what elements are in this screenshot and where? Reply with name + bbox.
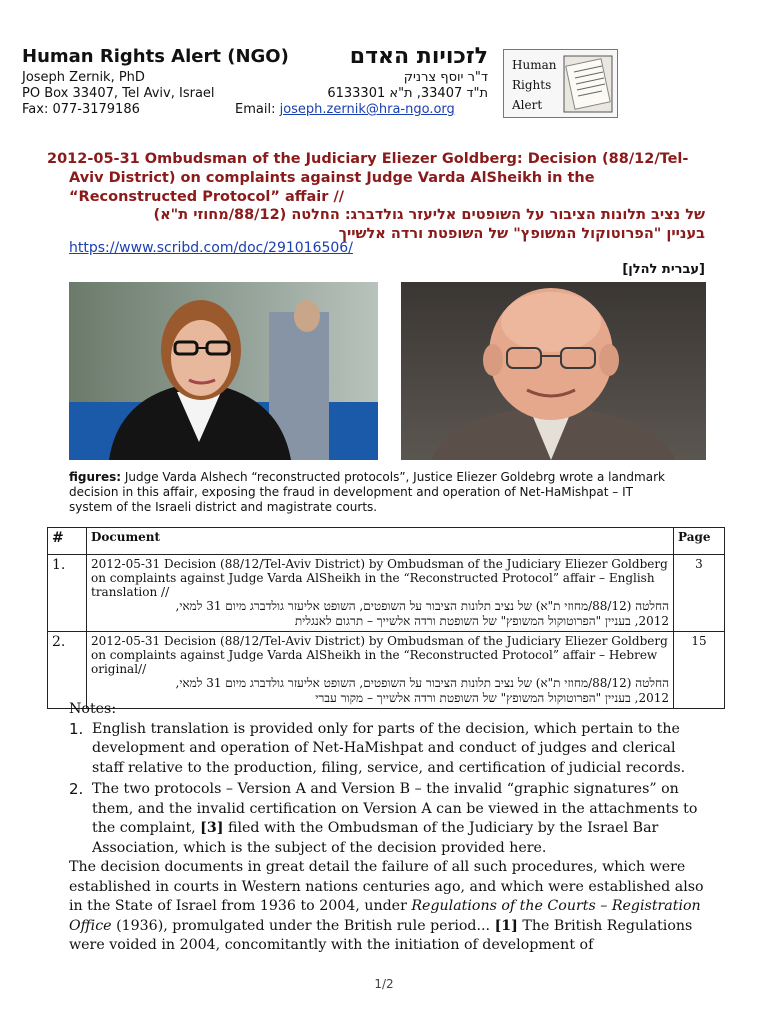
doc-title-he-line-2: בעניין "הפרוטוקול המשופץ" של השופטת ורדה אלשייך: [338, 226, 705, 242]
row-page: 15: [674, 632, 725, 709]
address-en: PO Box 33407, Tel Aviv, Israel: [22, 86, 215, 101]
regulations-title: Regulations of the Courts – Registration Office: [69, 898, 701, 934]
fax-number: Fax: 077-3179186: [22, 102, 140, 117]
paragraph-text-cont: (1936), promulgated under the British rule period...: [111, 917, 495, 934]
notes-section: [69, 700, 709, 956]
row-number: 1.: [48, 555, 87, 632]
note-item: [69, 720, 709, 779]
row-document-en: 2012-05-31 Decision (88/12/Tel-Aviv District) by Ombudsman of the Judiciary Eliezer Goldberg on complaints against Judge Varda AlSheikh in the “Reconstructed Protocol” affair – English translation //: [91, 557, 668, 599]
figure-caption-label: figures:: [69, 470, 122, 484]
row-page: 3: [674, 555, 725, 632]
note-item: [69, 780, 709, 858]
logo-word-2: Rights: [512, 78, 552, 92]
logo-word-1: Human: [512, 58, 557, 72]
logo-word-3: Alert: [512, 98, 543, 112]
row-number: 2.: [48, 632, 87, 709]
email-label: Email:: [235, 102, 276, 117]
table-header-row: [48, 528, 725, 555]
doc-title-line-3: “Reconstructed Protocol” affair //: [69, 189, 345, 205]
row-document-he-1: החלטה (88/12/מחוזי ת"א) של נציב תלונות הציבור על השופטים, השופט אליעזר גולדברג מיום 31 למאי,: [175, 599, 669, 613]
hebrew-below-note: [עברית להלן]: [622, 262, 705, 277]
row-document: [87, 555, 674, 632]
col-header-num: #: [48, 528, 87, 555]
paragraph-text: The decision documents in great detail the failure of all such procedures, which were established in courts in Western nations centuries ago, and which were established also in the State of Israel from 1936 to 2004, under: [69, 859, 704, 914]
col-header-document: Document: [87, 528, 674, 555]
doc-title-line-1: 2012-05-31 Ombudsman of the Judiciary Eliezer Goldberg: Decision (88/12/Tel-: [47, 151, 689, 167]
documents-table: [47, 527, 725, 709]
org-logo: [503, 49, 618, 118]
page-number: 1/2: [374, 977, 394, 991]
note-text: English translation is provided only for parts of the decision, which pertain to the development and operation of Net-HaMishpat and conduct of judges and clerical staff relative to the production, filing, service, and certification of judicial records.: [92, 720, 686, 776]
scribd-link[interactable]: https://www.scribd.com/doc/291016506/: [69, 240, 353, 256]
figure-caption-text: Judge Varda Alshech “reconstructed protocols”, Justice Eliezer Goldebrg wrote a landmark decision in this affair, exposing the fraud in development and operation of Net-HaMishpat – IT system of the Israeli district and magistrate courts.: [69, 470, 665, 514]
judge-photo: [69, 282, 378, 460]
col-header-page: Page: [674, 528, 725, 555]
scroll-document-icon: [562, 54, 614, 114]
justice-photo: [401, 282, 706, 460]
row-document-he-2: 2012, בעניין "הפרוטוקול המשופץ" של השופטת ורדה אלשייך – מקור עברי: [315, 691, 669, 705]
doc-title-line-2: Aviv District) on complaints against Judge Varda AlSheikh in the: [69, 170, 595, 186]
doc-title-he-line-1: של נציב תלונות הציבור על השופטים אליעזר גולדברג: החלטה (88/12/מחוזי ת"א): [153, 207, 705, 223]
row-document-en: 2012-05-31 Decision (88/12/Tel-Aviv District) by Ombudsman of the Judiciary Eliezer Goldberg on complaints against Judge Varda AlSheikh in the “Reconstructed Protocol” affair – Hebrew original//: [91, 634, 668, 676]
notes-heading: Notes:: [69, 701, 117, 717]
table-row: [48, 555, 725, 632]
table-row: [48, 632, 725, 709]
person-name-he: ד"ר יוסף צרניק: [403, 70, 488, 85]
org-name-en: Human Rights Alert (NGO): [22, 46, 289, 67]
note-number: 2.: [69, 780, 84, 798]
row-document-he-2: 2012, בעניין "הפרוטוקול המשופץ" של השופטת ורדה אלשייך – תרגום לאנגלית: [294, 614, 669, 628]
paragraph-reference: [1]: [494, 917, 518, 934]
person-name-en: Joseph Zernik, PhD: [22, 70, 145, 85]
note-number: 1.: [69, 719, 84, 738]
note-text-cont: filed with the Ombudsman of the Judiciary by the Israel Bar Association, which is the subject of the decision provided here.: [92, 820, 659, 856]
note-text: The two protocols – Version A and Version B – the invalid “graphic signatures” on them, and the invalid certification on Version A can be viewed in the attachments to the complaint,: [92, 781, 698, 836]
address-he: ת"ד 33407, ת"א 6133301: [327, 86, 488, 101]
row-document-he-1: החלטה (88/12/מחוזי ת"א) של נציב תלונות הציבור על השופטים, השופט אליעזר גולדברג מיום 31 למאי,: [175, 676, 669, 690]
body-paragraph: [69, 858, 709, 956]
note-reference: [3]: [200, 820, 224, 836]
paragraph-text-end: The British Regulations were voided in 2004, concomitantly with the initiation of development of: [69, 917, 693, 953]
email-link[interactable]: joseph.zernik@hra-ngo.org: [279, 102, 455, 117]
row-document: [87, 632, 674, 709]
org-name-he: לזכויות האדם: [349, 44, 488, 69]
figure-caption: [69, 470, 669, 515]
